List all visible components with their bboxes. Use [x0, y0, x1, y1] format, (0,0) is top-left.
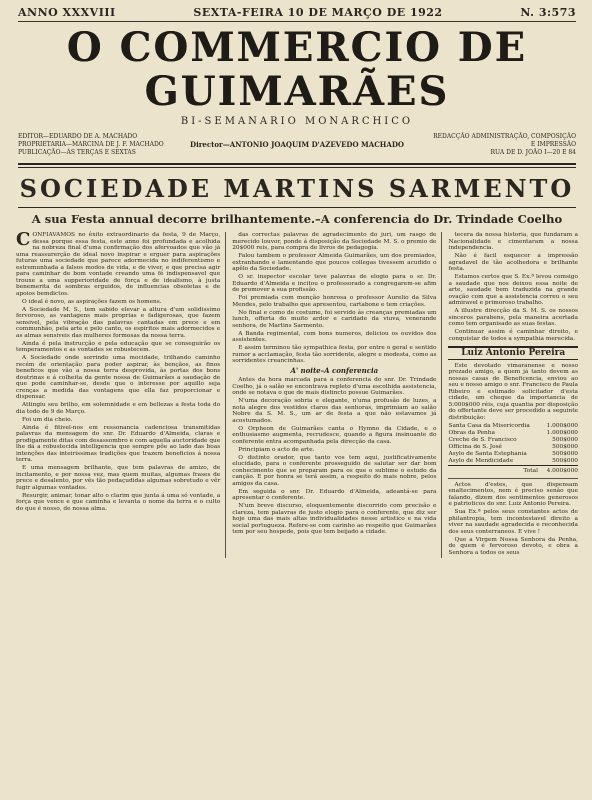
paragraph: No final e como de costume, foi servido ás creanças premiadas um lunch, offerta do muito ardor e caridade da viuva, venerande senhora, de Martins Sarmento. — [232, 309, 437, 329]
masthead-subtitle: BI-SEMANARIO MONARCHICO — [180, 116, 414, 127]
editor-line: EDITOR—EDUARDO DE A. MACHADO — [18, 133, 138, 140]
donation-list — [448, 423, 578, 475]
paragraph: Foi um dia cheio. — [22, 416, 73, 423]
donation-intro: Este devotado vimaranense e nosso prezado amigo, a quem já tanto devem as nossas casas de Beneficencia, enviou ao seu e nosso amigo o snr. Francisco de Paula Ribeiro e estimado solicitador d'esta cidade, um cheque da importancia de 5:000$000 réis, cuja quantia por disposição do offertante deve ser procedido a seguinte distribuição: — [448, 362, 578, 421]
paragraph: O Orpheon de Guimarães canta o Hymno da Cidade, e o enthusiasmo augmenta, recrudesce, quando a figura insinuante do conferente entra acompanhada pela direcção da casa. — [232, 425, 437, 445]
paragraph: A Sociedade M. S., tem sabido elevar a altura d'um solidissimo fervoroso, as vantagens mais proprias e fadigerosas, que fazem sensivel, pela vibração das palavras cantadas em prece e em communhão, pela arte e pelo canto, os espiritos mais adormecidos e as almas sensiveis das mulheres formosas da nossa terra. — [16, 306, 221, 339]
paragraph: Em seguida o snr. Dr. Eduardo d'Almeida, adeantá-se para apresentar o conferente. — [232, 488, 437, 501]
list-item: Santa Casa da Misericordia 1.000$000 — [448, 422, 578, 429]
paragraph: Foi premiada com menção honrosa o professor Aurelio da Silva Mendes, pelo trabalho que apresentou, cartabone e tem criações. — [232, 295, 437, 308]
paragraph: E assim terminou tão sympathica festa, por entre o geral e sentido rumor a acclamação, festa tão sorridente, alegre e modesta, como as sorridentes creancinhas. — [232, 345, 437, 364]
paragraph: Principiam o acto de arte. — [238, 446, 315, 453]
paragraph: tecera da nossa historia, que fundaram a Nacionalidade e cimentaram a nossa independencia. — [448, 232, 578, 251]
paragraph: das correctas palavras de agradecimento do juri, um rasgo de merecido louvor, ponde á disposição da Sociedade M. S. o premio de 20$000 reis, para compra de livros de pedagogia. — [232, 232, 437, 251]
address-line: RUA DE D. JOÃO I—20 E 84 — [490, 149, 576, 156]
column-2 — [232, 232, 442, 558]
paragraph: O distinto orador, que tanto vos tem aqui, justificativamente elucidado, para o conferente prosseguido de salutar ser dar bom conhecimento que se preparam para os que o sublime o estudo da canção. E por honra se terá assim, a respeito do mais nobre, pelos amigos da casa. — [232, 454, 437, 487]
publication-info — [18, 133, 576, 157]
publication-days-line: PUBLICAÇÃO—ÁS TERÇAS E SEXTAS — [18, 149, 136, 156]
banner-divider — [18, 207, 576, 208]
owner-line: PROPRIETARIA—MARCINA DE J. F. MACHADO — [18, 141, 164, 148]
paragraph: Actos d'estes, que dispensam enaltecimentos, nem é preciso senão que falando, dizem dos sentimentos generosos e patrioticos do snr. Luiz Antonio Pereira. — [448, 481, 578, 507]
director-line: Director—ANTONIO JOAQUIM D'AZEVEDO MACHADO — [190, 140, 404, 149]
article-columns — [16, 229, 578, 558]
column-3 — [448, 232, 578, 558]
divider — [448, 478, 578, 479]
list-item: Creche de S. Francisco 500$000 — [448, 436, 578, 443]
publication-info-left — [18, 133, 168, 157]
redaction-line: REDACÇÃO ADMINISTRAÇÃO, COMPOSIÇÃO — [433, 133, 576, 140]
paragraph: Estamos certos que S. Ex.ª levou comsigo a saudade que nos deixou essa noite de arte, saudade bem traduzida na grande ovação com que a assistencia correu o seu admiravel e primoroso trabalho. — [448, 274, 578, 306]
paragraph: Sua Ex.ª pelos seus constantes actos de philantropia, tem incontestavel direito a viver na saudade agradecida e reconhecida dos seus conterraneos. E vive ! — [448, 509, 578, 535]
donation-section-title: Luiz Antonio Pereira — [448, 346, 578, 360]
paragraph: Que a Virgem Nossa Senhora da Penha, de quem é fervoroso devoto, e obra a Senhora a todos os seus — [448, 536, 578, 556]
paragraph: N'um breve discurso, eloquentemente discorrido com precisão e clareza, tem palavras de justo elogio para o conferente, que diz ser hoje uma das mais altas individualidades nesse artistico e na vida social portugueza. Refere-se com carinho ao respeito que Guimarães tem por seu hospede, pois que tem beijado a cidade. — [232, 503, 437, 535]
paragraph: Resurgir, animar, tonar alto o clarim que junta á uma só vontade, a força que vence e que caminha e levanta o nome da terra e o culto do que é nosso, de nossa alma. — [16, 492, 221, 512]
paragraph: A Sociedade onde sorrindo uma mocidade, trilhando caminho recém de orientação para poder aspirar, às bençãos, as finos beneficos que vão a nossa terra desprovida, às portas dos bons doutrinas e á colheita da gente nossa de Guimarães a saudação de que pode caminhar-se, desde que o interesse por aquillo seja crenças a medida das vontagens que ella faz proporcionar e dispensar. — [16, 355, 221, 400]
paragraph: Attingiu seu brilho, em solemnidade e em bellezas a festa toda do dia todo de 9 de Março. — [16, 402, 221, 415]
paragraph: E uma mensagem brilhante, que tem palavras de amizo, de incitamento, e por nossa vez, mas quem muitas, algumas frases de prece e desalento, por vês tão pedaçudidas algumas sobretudo e vêr fugir algumas vontades. — [16, 465, 221, 491]
paragraph: Continuar assim é caminhar direito, e conquistar de todos a sympathia merecida. — [448, 329, 578, 342]
paragraph: Não é facil esquecer a impressão agradavel de tão acolhedora e brilhante festa. — [448, 253, 578, 272]
article-headline: A sua Festa annual decorre brilhantemente.–A conferencia do Dr. Trindade Coelho — [31, 212, 563, 226]
printing-line: E IMPRESSÃO — [530, 141, 576, 148]
paragraph: A illustre direcção da S. M. S. os nossos sinceros parabens, pela maneira acertada como tem organisado as suas festas. — [448, 308, 578, 327]
paragraph: Ainda é pela instrucção e pela educação que se conseguirão os temperamentos e as vontades se robustecem. — [16, 340, 221, 353]
issue-date: SEXTA-FEIRA 10 DE MARÇO DE 1922 — [193, 6, 443, 19]
publication-info-right — [426, 133, 576, 157]
subheading-conference: A' noite–A conferencia — [290, 365, 379, 375]
paragraph: A Banda regimental, com bons numeros, deliciou os ouvidos dos assistentes. — [232, 330, 437, 343]
header-divider — [18, 163, 576, 168]
paragraph: Antes da hora marcada para a conferencia do snr. Dr. Trindade Coelho, já o salão se encontrava repleto d'uma escolhida assistencia, onde se notava o que de mais distincto possue Guimarães. — [232, 377, 437, 396]
donation-total: Total 4.000$000 — [448, 465, 578, 475]
paragraph: Falou tambem o professor Almeida Guimarães, um dos premiados, extranhando e lamentando que poucos collegas tivessem acudido o apêlo da Sociedade. — [232, 253, 437, 272]
paragraph: O sr. inspector escolar teve palavras de elogio para o sr. Dr. Eduardo d'Almeida e incitou o professorado a congregarem-se afim de promover a sua profissão. — [232, 274, 437, 293]
issue-number: N. 3:573 — [520, 6, 576, 19]
paragraph: N'uma decoração sobria e elegante, n'uma profusão de luzes, a nota alegre dos vestidos claros das senhoras, imprimiam ao salão Nobre da S. M. S., um ar de festa a que não estavamos já acostumados. — [232, 398, 437, 424]
paragraph: O ideal é novo, as aspirações fazem os homens. — [22, 298, 162, 305]
list-item: Obras da Penha 1.000$000 — [448, 429, 578, 436]
issue-year: ANNO XXXVIII — [18, 6, 116, 19]
list-item: Officina de S. José 500$000 — [448, 443, 578, 450]
article-lead: CONFIAVAMOS no êxito extraordinario da festa, 9 de Março, dessa porque essa festa, este anno foi profundada e acolhida na nobreza final d'uma confirmação dos afervoados que vão jà uma reassurerção de ideal novo inspirar e erguer para aspirações futuras uma sociedade que parece adormecida no indiferentismo e estremunhada a falsos modos de vida, e de viver, e que precisa agir para caminhar de bom vontade creando uma fé indispensavel que trouxe a uma supperioridade de força e de idealismo, à justa benemerita de sombras erguidos, de influencias obsoletas e de apoios bemdictos. — [16, 229, 221, 297]
drop-cap: C — [16, 229, 31, 250]
masthead: O COMMERCIO DE GUIMARÃES — [66, 24, 528, 115]
paragraph: Ainda é fitivel-nos em ressonancia cadenciosa transmitidas palavras da mensagem do snr. Dr. Eduardo d'Almeida, claras e prodigamente ditas com desassombro e com aquella auctoridade que lhe dá a robustecida intelligencia que sempre põe ao lado das boas intenções das inteirissimas tradições que trazem beneficios á nossa terra. — [16, 424, 221, 463]
list-item: Asylo de Mendicidade 500$000 — [448, 457, 578, 464]
list-item: Asylo de Santa Estephania 500$000 — [448, 450, 578, 457]
column-1 — [16, 229, 226, 558]
section-banner: SOCIEDADE MARTINS SARMENTO — [19, 174, 575, 203]
issue-line — [18, 6, 576, 22]
